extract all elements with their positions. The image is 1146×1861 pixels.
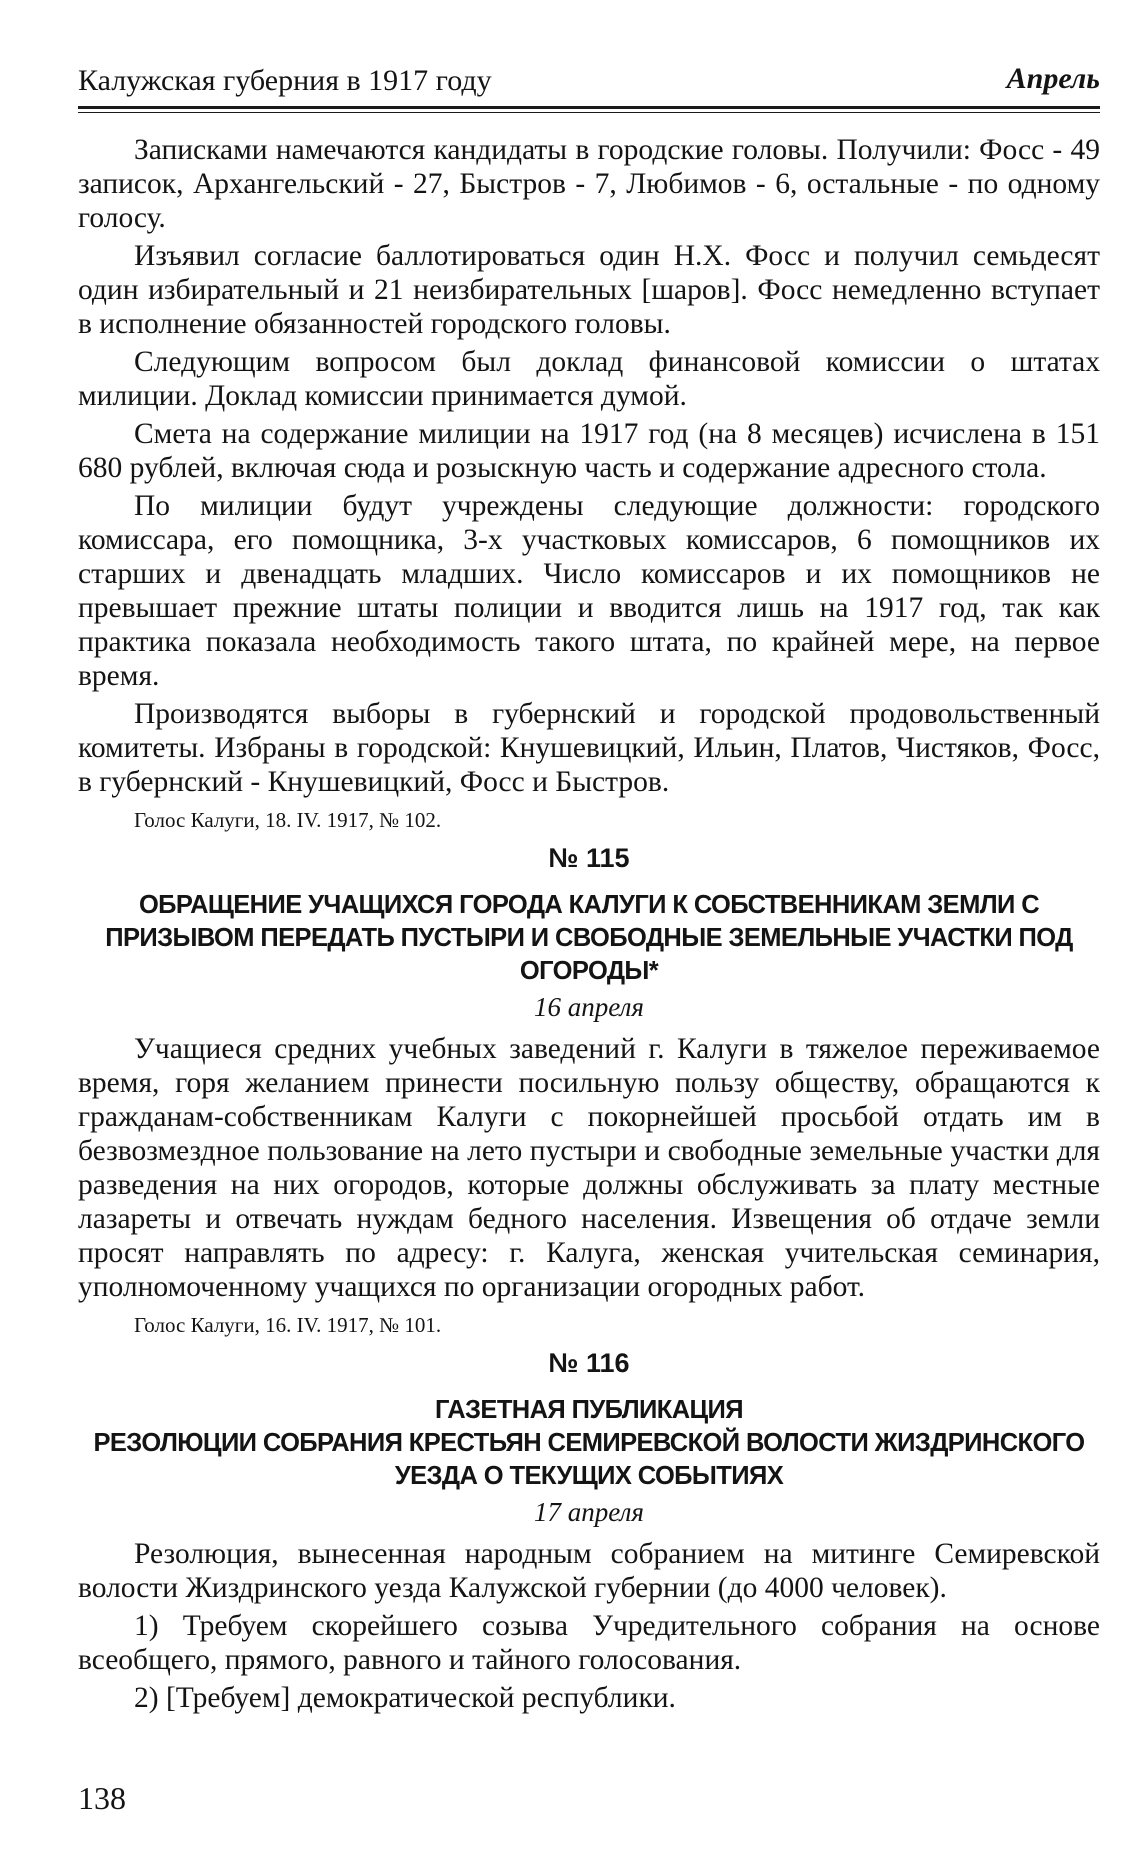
month-label: Апрель [1006,62,1100,95]
document-date: 16 апреля [534,992,644,1022]
document-title-line1: ГАЗЕТНАЯ ПУБЛИКАЦИЯ [434,1396,744,1424]
paragraph: Производятся выборы в губернский и городской продовольственный комитеты. Избраны в городской: Кнушевицкий, Ильин, Платов, Чистяков, Фосс, в губернский - Кнушевицкий, Фосс и Быстров. [78,698,1100,798]
paragraph: Следующим вопросом был доклад финансовой комиссии о штатах милиции. Доклад комиссии принимается думой. [78,346,1100,412]
document-number: № 116 [548,1348,630,1378]
document-date: 17 апреля [534,1497,644,1527]
paragraph: Изъявил согласие баллотироваться один Н.Х. Фосс и получил семьдесят один избирательный и 21 неизбирательных [шаров]. Фосс немедленно вступает в исполнение обязанностей городского головы. [78,240,1100,340]
source-citation: Голос Калуги, 16. IV. 1917, № 101. [134,1313,442,1337]
document-number: № 115 [548,843,630,873]
page-body [78,133,1100,1715]
header-rule [78,112,1100,113]
document-116 [78,1346,1100,1715]
book-title: Калужская губерния в 1917 году [78,64,492,97]
source-citation: Голос Калуги, 18. IV. 1917, № 102. [134,808,442,832]
page-number: 138 [78,1780,126,1816]
running-header [78,60,1100,109]
document-title-line2: РЕЗОЛЮЦИИ СОБРАНИЯ КРЕСТЬЯН СЕМИРЕВСКОЙ ВОЛОСТИ ЖИЗДРИНСКОГО УЕЗДА О ТЕКУЩИХ СОБЫТИЯХ [93,1429,1085,1490]
paragraph: Смета на содержание милиции на 1917 год (на 8 месяцев) исчислена в 151 680 рублей, включая сюда и розыскную часть и содержание адресного стола. [78,418,1100,484]
paragraph: 2) [Требуем] демократической республики. [134,1682,676,1714]
paragraph: Учащиеся средних учебных заведений г. Калуги в тяжелое переживаемое время, горя желанием принести посильную пользу обществу, обращаются к гражданам-собственникам Калуги с покорнейшей просьбой отдать им в безвозмездное пользование на лето пустыри и свободные земельные участки для разведения на них огородов, которые должны обслуживать за плату местные лазареты и отвечать нуждам бедного населения. Извещения об отдаче земли просят направлять по адресу: г. Калуга, женская учительская семинария, уполномоченному учащихся по организации огородных работ. [78,1033,1100,1303]
paragraph: Резолюция, вынесенная народным собранием на митинге Семиревской волости Жиздринского уезда Калужской губернии (до 4000 человек). [78,1538,1100,1604]
book-page [78,60,1100,1719]
document-title: ОБРАЩЕНИЕ УЧАЩИХСЯ ГОРОДА КАЛУГИ К СОБСТВЕННИКАМ ЗЕМЛИ С ПРИЗЫВОМ ПЕРЕДАТЬ ПУСТЫРИ И СВОБОДНЫЕ ЗЕМЕЛЬНЫЕ УЧАСТКИ ПОД ОГОРОДЫ* [105,891,1073,985]
paragraph: Записками намечаются кандидаты в городские головы. Получили: Фосс - 49 записок, Архангельский - 27, Быстров - 7, Любимов - 6, остальные - по одному голосу. [78,134,1100,234]
document-115 [78,841,1100,1342]
paragraph: По милиции будут учреждены следующие должности: городского комиссара, его помощника, 3-х участковых комиссаров, 6 помощников их старших и двенадцать младших. Число комиссаров и их помощников не превышает прежние штаты полиции и вводится лишь на 1917 год, так как практика показала необходимость такого штата, по крайней мере, на первое время. [78,490,1100,692]
paragraph: 1) Требуем скорейшего созыва Учредительного собрания на основе всеобщего, прямого, равного и тайного голосования. [78,1610,1100,1676]
